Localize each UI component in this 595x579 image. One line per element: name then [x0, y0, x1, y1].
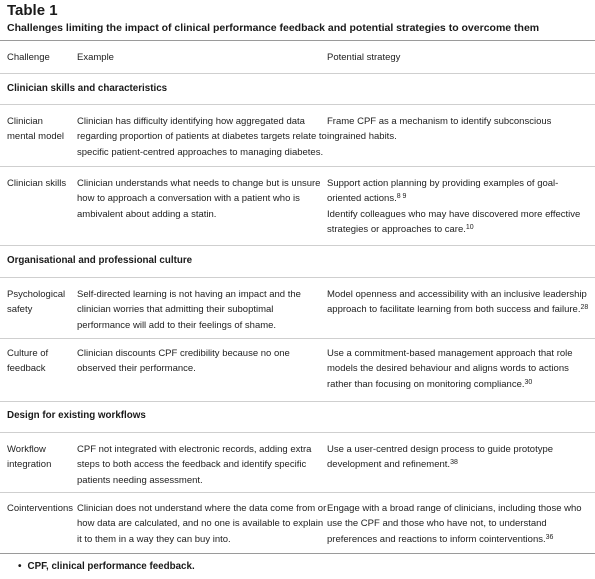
divider — [0, 277, 595, 278]
example-cell: Clinician does not understand where the data come from or how data are calculated, and no one is available to explain it to them in a way they can buy into. — [77, 503, 327, 545]
citation-ref: 30 — [524, 378, 533, 386]
strategy-text: Identify colleagues who may have discovered more effective strategies or approaches to care. — [327, 208, 581, 235]
table-title: Table 1 — [7, 2, 58, 19]
challenge-cell: Clinician skills — [7, 178, 67, 189]
strategy-cell — [327, 346, 589, 392]
table-caption: Challenges limiting the impact of clinical performance feedback and potential strategies to overcome them — [7, 22, 540, 34]
divider — [0, 40, 595, 41]
strategy-text: Use a user-centred design process to guide prototype development and refinement. — [327, 444, 554, 471]
challenge-cell: Clinician mental model — [7, 116, 65, 143]
strategy-item — [327, 207, 589, 238]
divider — [0, 73, 595, 74]
divider — [0, 104, 595, 105]
divider — [0, 492, 595, 493]
bullet-icon: • — [18, 561, 22, 572]
strategy-cell — [327, 501, 589, 547]
section-title: Organisational and professional culture — [7, 255, 193, 266]
example-cell: Clinician understands what needs to change but is unsure how to approach a conversation with a patient who is ambivalent about adding a statin. — [77, 178, 321, 220]
strategy-cell — [327, 287, 589, 318]
citation-ref: 36 — [545, 533, 554, 541]
header-challenge: Challenge — [7, 52, 50, 63]
header-example: Example — [77, 52, 114, 63]
example-cell: Clinician discounts CPF credibility because no one observed their performance. — [77, 348, 290, 375]
header-strategy: Potential strategy — [327, 52, 401, 63]
divider — [0, 245, 595, 246]
strategy-text: Engage with a broad range of clinicians, including those who use the CPF and those who have not, to understand preferences and reactions to inform cointerventions. — [327, 503, 582, 545]
table-footnote — [18, 561, 195, 572]
citation-ref: 38 — [450, 459, 458, 467]
divider — [0, 166, 595, 167]
strategy-text: Use a commitment-based management approach that role models the desired behaviour and aligns words to actions rather than focusing on monitoring compliance. — [327, 348, 573, 390]
challenge-cell: Psychological safety — [7, 289, 66, 316]
citation-ref: 8 9 — [396, 193, 407, 201]
challenge-cell: Cointerventions — [7, 503, 74, 514]
example-cell: CPF not integrated with electronic records, adding extra steps to both access the feedback and identify specific patients needing assessment. — [77, 444, 312, 486]
strategy-cell: Frame CPF as a mechanism to identify subconscious ingrained habits. — [327, 116, 552, 143]
divider — [0, 338, 595, 339]
divider — [0, 401, 595, 402]
citation-ref: 10 — [465, 223, 474, 231]
divider — [0, 553, 595, 554]
strategy-cell — [327, 442, 589, 473]
strategy-text: Support action planning by providing examples of goal-oriented actions. — [327, 178, 559, 205]
section-title: Design for existing workflows — [7, 410, 146, 421]
citation-ref: 28 — [580, 304, 589, 312]
footnote-text: CPF, clinical performance feedback. — [27, 561, 195, 572]
challenge-cell: Workflow integration — [7, 444, 52, 471]
strategy-cell — [327, 176, 589, 237]
example-cell: Self-directed learning is not having an impact and the clinician worries that admitting their suboptimal performance will add to their feelings of shame. — [77, 289, 301, 331]
example-cell: Clinician has difficulty identifying how aggregated data regarding proportion of patients at diabetes targets relate to specific patient-centred approaches to managing diabetes. — [77, 116, 327, 158]
strategy-text: Model openness and accessibility with an inclusive leadership approach to facilitate learning from both success and failure. — [327, 289, 587, 316]
divider — [0, 432, 595, 433]
strategy-item — [327, 176, 589, 207]
challenge-cell: Culture of feedback — [7, 348, 49, 375]
section-title: Clinician skills and characteristics — [7, 83, 168, 94]
